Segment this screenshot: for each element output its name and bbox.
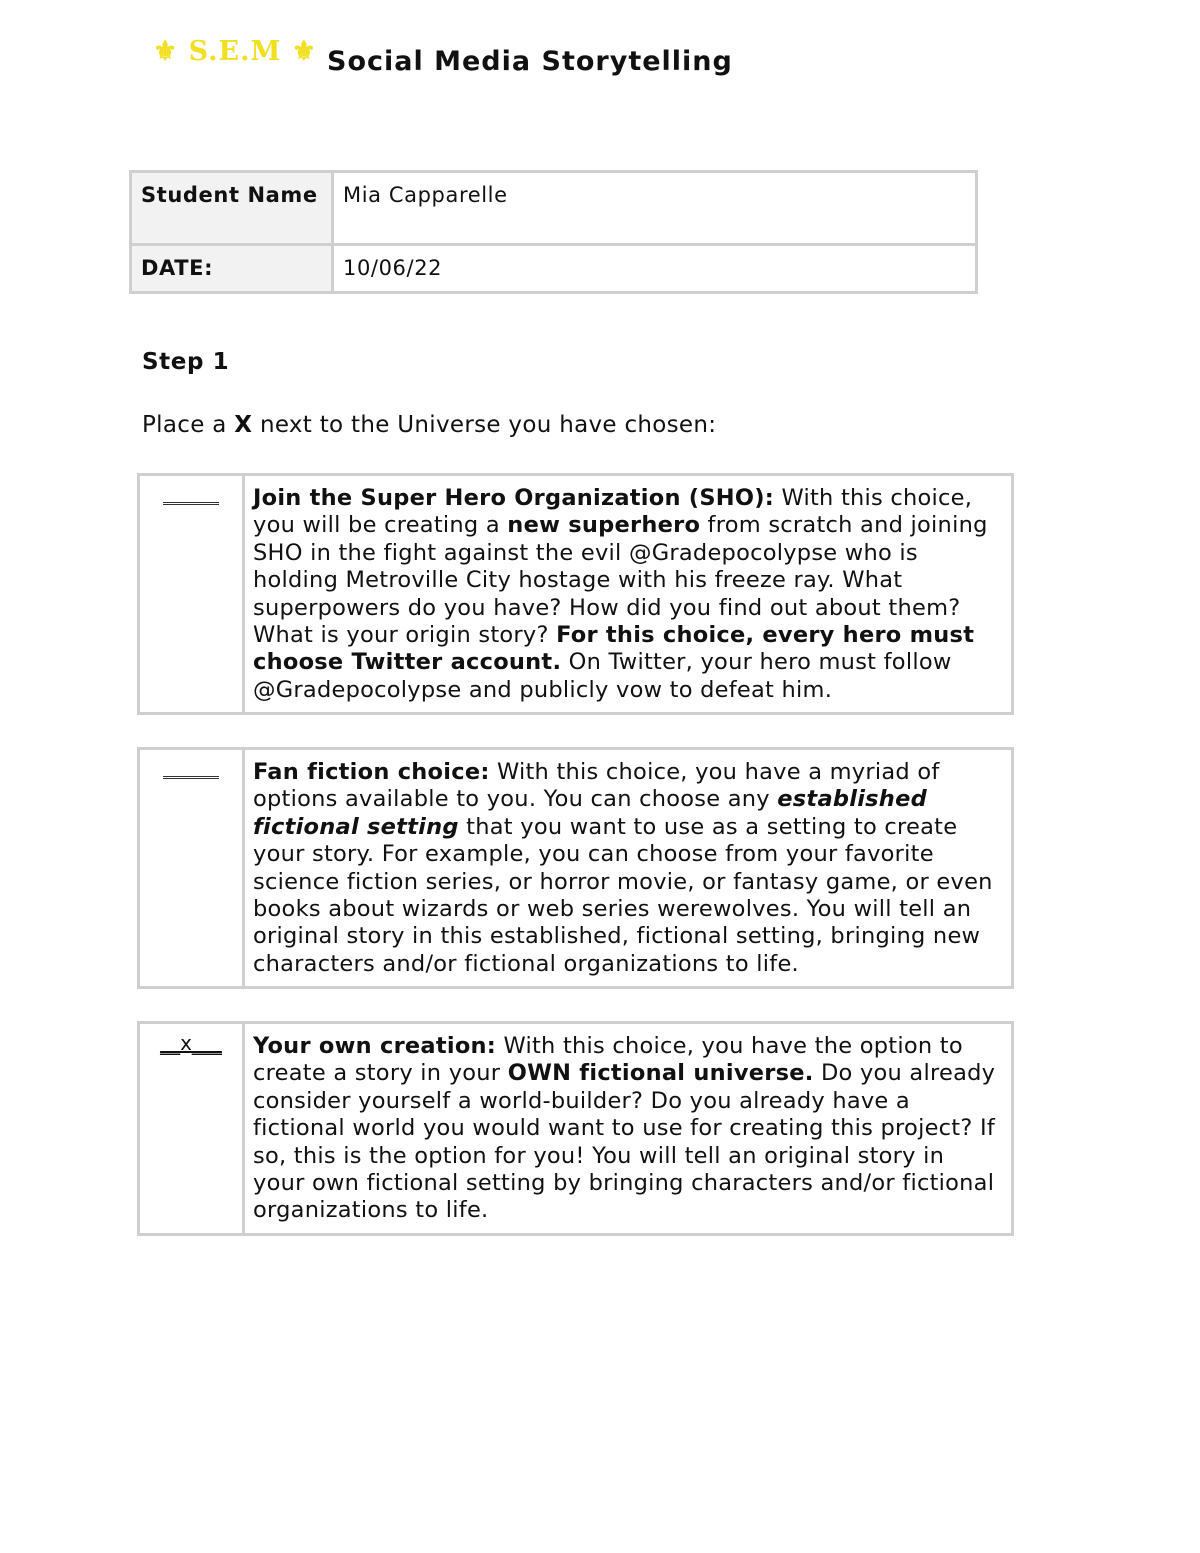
step-heading: Step 1	[142, 349, 230, 375]
choice-title: Join the Super Hero Organization (SHO):	[253, 485, 775, 511]
date-value[interactable]: 10/06/22	[333, 245, 977, 293]
table-row	[139, 1023, 1013, 1235]
blank-line[interactable]	[163, 484, 219, 505]
choice-mark-blank[interactable]	[139, 475, 244, 714]
date-label: DATE:	[131, 245, 333, 293]
student-info-table	[129, 170, 978, 294]
table-row	[131, 245, 977, 293]
student-name-value[interactable]: Mia Capparelle	[333, 172, 977, 245]
instruction-text: next to the Universe you have chosen:	[252, 412, 717, 438]
choice-mark-selected[interactable]	[139, 1023, 244, 1235]
blank-line[interactable]	[163, 758, 219, 779]
table-row	[131, 172, 977, 245]
choice-text: that you want to use as a setting to create your story. For example, you can choose from your favorite science fiction series, or horror movie, or fantasy game, or even books about wizards or web series werewolves. You will tell an original story in this established, fictional setting, bringing new characters and/or fictional organizations to life.	[253, 813, 993, 977]
choice-emphasis: established fictional setting	[253, 786, 927, 840]
choice-text: On Twitter, your hero must follow @Gradepocolypse and publicly vow to defeat him.	[253, 649, 952, 703]
table-row	[139, 475, 1013, 714]
choice-text: With this choice, you have the option to create a story in your	[253, 1033, 963, 1087]
choice-description	[244, 475, 1013, 714]
choice-description	[244, 749, 1013, 988]
choice-text: With this choice, you have a myriad of options available to you. You can choose any	[253, 759, 940, 813]
instruction-text: Place a	[142, 412, 235, 438]
choice-emphasis: OWN fictional universe.	[507, 1060, 814, 1087]
selected-x-mark[interactable]: __x___	[160, 1031, 222, 1055]
choice-text: With this choice, you will be creating a	[253, 485, 973, 539]
choice-text: from scratch and joining SHO in the fight against the evil @Gradepocolypse who is holding Metroville City hostage with his freeze ray. What superpowers do you have? How did you find out about them? What is your origin story?	[253, 512, 988, 649]
choice-emphasis: new superhero	[507, 512, 701, 539]
choice-title: Fan fiction choice:	[253, 759, 490, 785]
choice-sho	[137, 473, 1014, 715]
instruction-mark: X	[234, 412, 253, 438]
table-row	[139, 749, 1013, 988]
student-name-label: Student Name	[131, 172, 333, 245]
choice-title: Your own creation:	[253, 1033, 497, 1059]
choice-fan-fiction	[137, 747, 1014, 989]
sem-logo: ⚜ S.E.M ⚜	[153, 36, 318, 67]
page-title: Social Media Storytelling	[327, 46, 733, 77]
choice-emphasis: For this choice, every hero must choose Twitter account.	[253, 622, 975, 676]
step-instruction	[142, 412, 716, 438]
choice-mark-blank[interactable]	[139, 749, 244, 988]
choice-own-creation	[137, 1021, 1014, 1236]
choice-description	[244, 1023, 1013, 1235]
choice-text: Do you already consider yourself a world-builder? Do you already have a fictional world you would want to use for creating this project? If so, this is the option for you! You will tell an original story in your own fictional setting by bringing characters and/or fictional organizations to life.	[253, 1060, 996, 1224]
